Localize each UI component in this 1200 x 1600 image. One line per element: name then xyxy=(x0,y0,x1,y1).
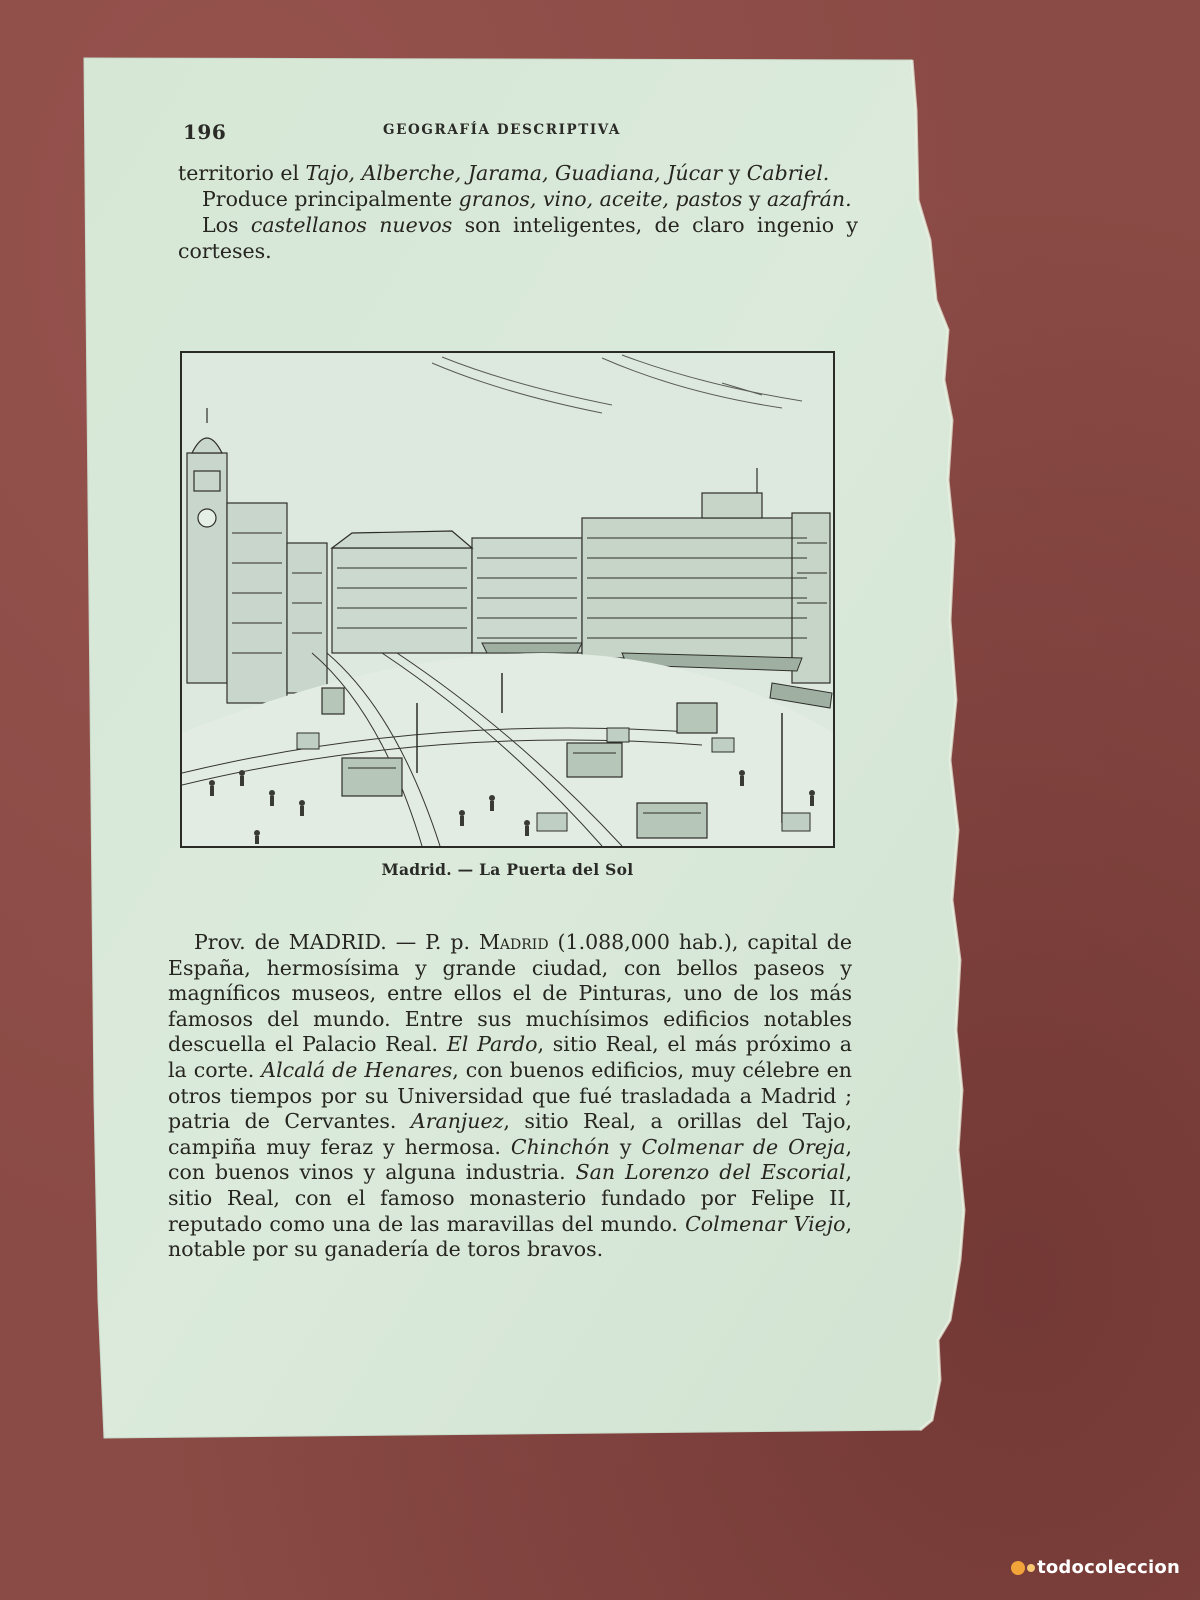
text-span: (1.088,000 hab.), capital de España, hermosísima y grande ciudad, con bellos paseos y magníficos museos, entre ellos el de Pinturas, uno de los más famosos del mundo. Entre sus muchísimos edificios notables descuella el Palacio Real. xyxy=(168,930,852,1057)
products-list: granos, vino, aceite, pastos xyxy=(458,187,743,211)
text-span: , con buenos edificios, muy célebre en otros tiempos por su Universidad que fué trasladada a Madrid ; patria de Cervantes. xyxy=(168,1057,852,1134)
watermark-logo-icon xyxy=(1011,1561,1025,1575)
text-span: son inteligentes, de claro ingenio y corteses. xyxy=(178,213,858,263)
place-name: Chinchón xyxy=(510,1134,610,1159)
top-paragraphs xyxy=(178,160,858,264)
place-name: Colmenar de Oreja xyxy=(641,1134,846,1159)
products-paragraph xyxy=(178,186,858,212)
place-name: Aranjuez xyxy=(410,1109,504,1134)
place-name: San Lorenzo del Escorial xyxy=(575,1160,846,1185)
text-span: territorio el xyxy=(178,161,306,185)
text-span: Prov. de MADRID. — P. p. xyxy=(194,930,479,954)
rivers-list: Tajo, Alberche, Jarama, Guadiana, Júcar xyxy=(305,161,723,185)
text-span: Los xyxy=(202,213,251,237)
text-span: , sitio Real, a orillas del Tajo, campiña muy feraz y hermosa. xyxy=(168,1109,852,1159)
watermark xyxy=(1011,1557,1180,1578)
text-span: y xyxy=(609,1134,642,1159)
text-span: y xyxy=(728,161,747,185)
puerta-del-sol-engraving xyxy=(182,353,833,846)
madrid-description xyxy=(168,930,852,1263)
text-span: , sitio Real, el más próximo a la corte. xyxy=(168,1032,852,1082)
page-number: 196 xyxy=(183,120,227,144)
figure-caption: Madrid. — La Puerta del Sol xyxy=(381,860,634,879)
text-span: y xyxy=(748,187,768,211)
text-span: Produce principalmente xyxy=(202,187,459,211)
people-paragraph xyxy=(178,212,858,264)
capital-name: Madrid xyxy=(478,930,549,954)
watermark-logo-dot-icon xyxy=(1027,1564,1035,1572)
engraving-figure xyxy=(180,351,835,848)
running-title: GEOGRAFÍA DESCRIPTIVA xyxy=(383,122,621,138)
product-name: azafrán. xyxy=(767,187,852,211)
text-span: , con buenos vinos y alguna industria. xyxy=(168,1134,852,1185)
text-span: , sitio Real, con el famoso monasterio fundado por Felipe II, reputado como una de las maravillas del mundo. xyxy=(168,1160,852,1236)
place-name: El Pardo xyxy=(446,1032,538,1057)
people-name: castellanos nuevos xyxy=(250,213,453,237)
running-head xyxy=(183,120,883,148)
place-name: Colmenar Viejo xyxy=(685,1211,846,1236)
watermark-text: todocoleccion xyxy=(1037,1557,1180,1578)
place-name: Alcalá de Henares xyxy=(261,1057,453,1082)
province-paragraph xyxy=(168,930,852,1263)
text-span: , notable por su ganadería de toros bravos. xyxy=(168,1211,852,1262)
rivers-paragraph xyxy=(178,160,858,186)
river-name: Cabriel. xyxy=(746,161,830,185)
